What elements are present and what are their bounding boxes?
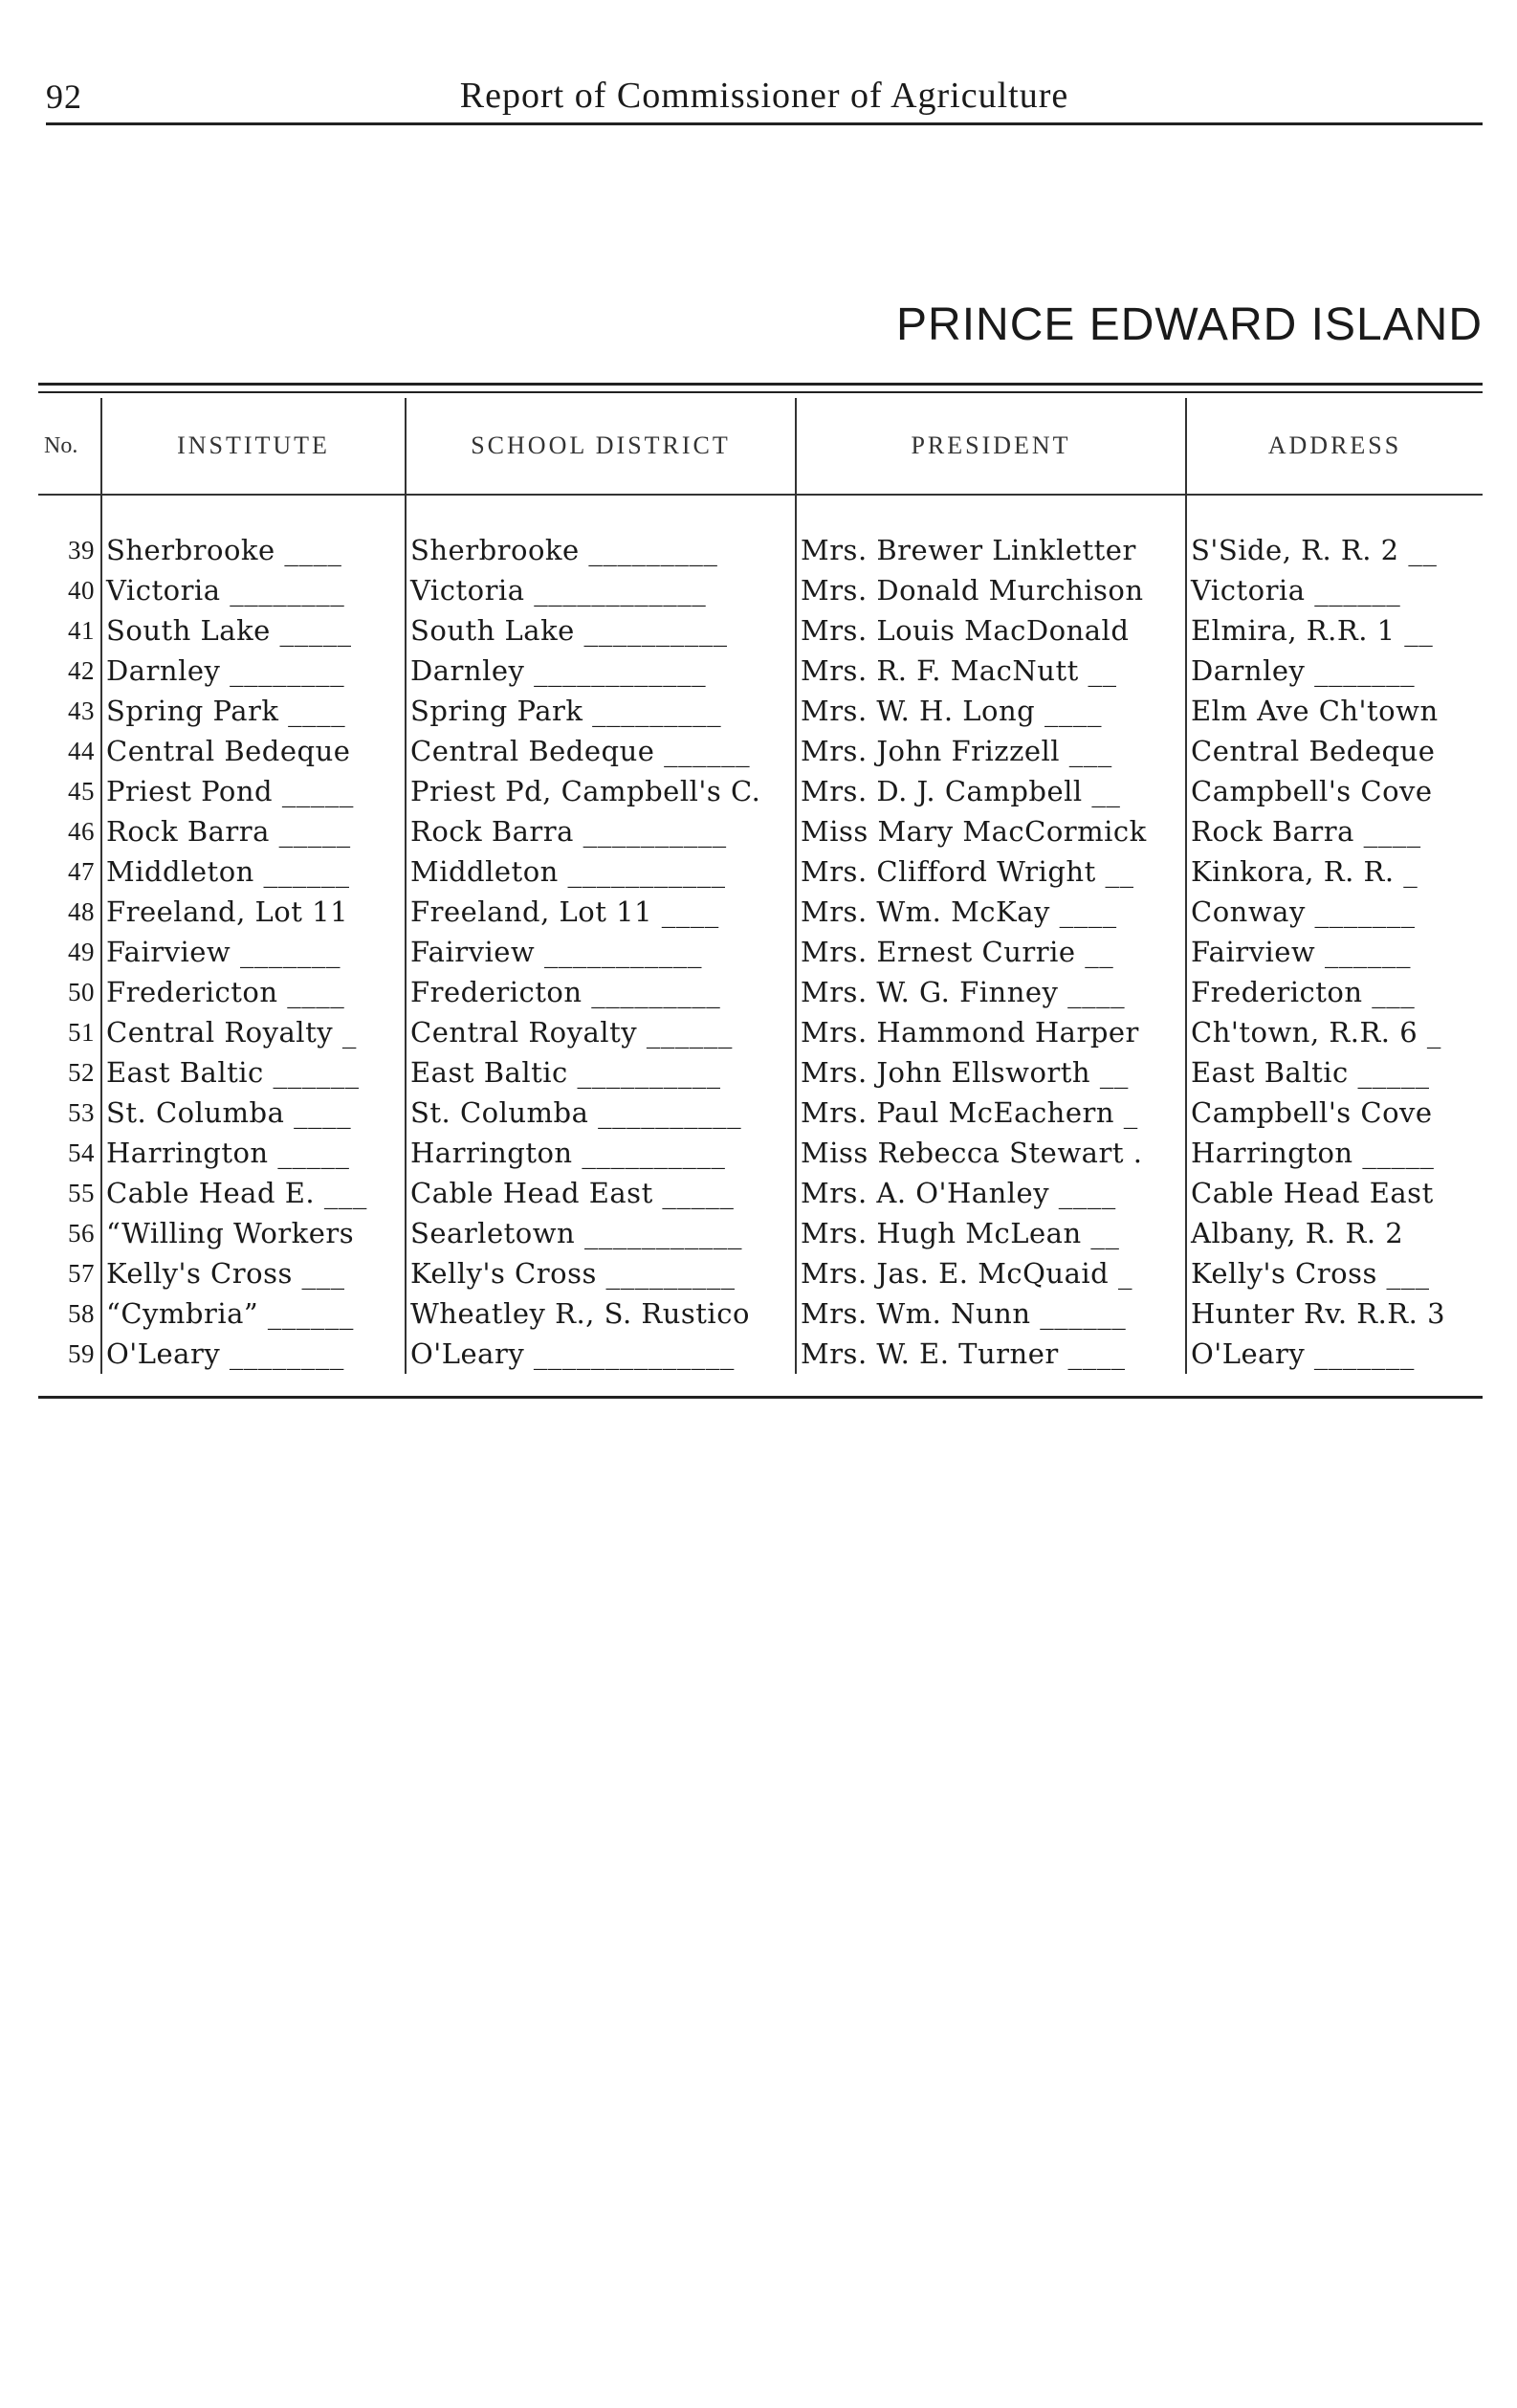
president-cell: Mrs. Brewer Linkletter bbox=[796, 530, 1186, 570]
address-cell: Harrington _____ bbox=[1186, 1133, 1483, 1173]
address-cell: Darnley _______ bbox=[1186, 651, 1483, 691]
row-number: 55 bbox=[68, 1178, 95, 1207]
row-number: 58 bbox=[68, 1298, 95, 1328]
president-cell: Mrs. Jas. E. McQuaid _ bbox=[796, 1253, 1186, 1293]
president-cell: Miss Rebecca Stewart . bbox=[796, 1133, 1186, 1173]
table-row bbox=[38, 811, 1483, 851]
school-district-cell: Wheatley R., S. Rustico bbox=[406, 1293, 796, 1334]
institute-cell: South Lake _____ bbox=[101, 610, 406, 651]
row-number: 44 bbox=[68, 736, 95, 765]
table-row bbox=[38, 771, 1483, 811]
row-number: 45 bbox=[68, 776, 95, 806]
president-cell: Mrs. W. E. Turner ____ bbox=[796, 1334, 1186, 1374]
row-number: 54 bbox=[68, 1138, 95, 1167]
president-cell: Mrs. A. O'Hanley ____ bbox=[796, 1173, 1186, 1213]
table-row bbox=[38, 851, 1483, 892]
school-district-cell: Priest Pd, Campbell's C. bbox=[406, 771, 796, 811]
president-cell: Mrs. Louis MacDonald bbox=[796, 610, 1186, 651]
institute-cell: Cable Head E. ___ bbox=[101, 1173, 406, 1213]
institute-cell: O'Leary ________ bbox=[101, 1334, 406, 1374]
table-row bbox=[38, 1012, 1483, 1052]
table-row bbox=[38, 972, 1483, 1012]
institute-cell: Rock Barra _____ bbox=[101, 811, 406, 851]
address-cell: Fairview ______ bbox=[1186, 932, 1483, 972]
president-cell: Mrs. Clifford Wright __ bbox=[796, 851, 1186, 892]
row-number: 42 bbox=[68, 655, 95, 685]
institute-cell: East Baltic ______ bbox=[101, 1052, 406, 1093]
school-district-cell: Rock Barra __________ bbox=[406, 811, 796, 851]
row-number: 56 bbox=[68, 1218, 95, 1248]
school-district-cell: Kelly's Cross _________ bbox=[406, 1253, 796, 1293]
school-district-cell: Cable Head East _____ bbox=[406, 1173, 796, 1213]
row-number: 40 bbox=[68, 575, 95, 605]
row-number: 57 bbox=[68, 1258, 95, 1288]
president-cell: Mrs. John Ellsworth __ bbox=[796, 1052, 1186, 1093]
institute-cell: Victoria ________ bbox=[101, 570, 406, 610]
address-cell: Ch'town, R.R. 6 _ bbox=[1186, 1012, 1483, 1052]
table-row bbox=[38, 1293, 1483, 1334]
table-row bbox=[38, 651, 1483, 691]
row-number: 50 bbox=[68, 977, 95, 1006]
column-header-school-district: SCHOOL DISTRICT bbox=[406, 398, 796, 495]
president-cell: Mrs. W. H. Long ____ bbox=[796, 691, 1186, 731]
school-district-cell: South Lake __________ bbox=[406, 610, 796, 651]
table-row bbox=[38, 1253, 1483, 1293]
school-district-cell: Freeland, Lot 11 ____ bbox=[406, 892, 796, 932]
table-row bbox=[38, 892, 1483, 932]
president-cell: Miss Mary MacCormick bbox=[796, 811, 1186, 851]
row-number: 39 bbox=[68, 535, 95, 564]
school-district-cell: St. Columba __________ bbox=[406, 1093, 796, 1133]
column-header-institute: INSTITUTE bbox=[101, 398, 406, 495]
address-cell: Conway _______ bbox=[1186, 892, 1483, 932]
school-district-cell: O'Leary ______________ bbox=[406, 1334, 796, 1374]
institute-cell: “Willing Workers bbox=[101, 1213, 406, 1253]
institute-cell: Sherbrooke ____ bbox=[101, 530, 406, 570]
institute-cell: “Cymbria” ______ bbox=[101, 1293, 406, 1334]
institutes-table bbox=[38, 398, 1483, 1374]
institute-cell: Priest Pond _____ bbox=[101, 771, 406, 811]
row-number: 53 bbox=[68, 1097, 95, 1127]
address-cell: Hunter Rv. R.R. 3 bbox=[1186, 1293, 1483, 1334]
address-cell: Albany, R. R. 2 bbox=[1186, 1213, 1483, 1253]
institute-cell: Harrington _____ bbox=[101, 1133, 406, 1173]
institute-cell: Darnley ________ bbox=[101, 651, 406, 691]
column-header-no: No. bbox=[38, 398, 101, 495]
president-cell: Mrs. Hugh McLean __ bbox=[796, 1213, 1186, 1253]
institute-cell: Central Bedeque bbox=[101, 731, 406, 771]
table-top-rule bbox=[38, 383, 1483, 386]
address-cell: Campbell's Cove bbox=[1186, 771, 1483, 811]
table-row bbox=[38, 1213, 1483, 1253]
column-header-president: PRESIDENT bbox=[796, 398, 1186, 495]
school-district-cell: Central Bedeque ______ bbox=[406, 731, 796, 771]
address-cell: Campbell's Cove bbox=[1186, 1093, 1483, 1133]
president-cell: Mrs. Paul McEachern _ bbox=[796, 1093, 1186, 1133]
address-cell: Cable Head East bbox=[1186, 1173, 1483, 1213]
address-cell: Fredericton ___ bbox=[1186, 972, 1483, 1012]
row-number: 52 bbox=[68, 1057, 95, 1087]
table-row bbox=[38, 691, 1483, 731]
address-cell: Kelly's Cross ___ bbox=[1186, 1253, 1483, 1293]
president-cell: Mrs. Ernest Currie __ bbox=[796, 932, 1186, 972]
address-cell: Victoria ______ bbox=[1186, 570, 1483, 610]
table-row bbox=[38, 731, 1483, 771]
institute-cell: Fairview _______ bbox=[101, 932, 406, 972]
table-row bbox=[38, 1093, 1483, 1133]
row-number: 46 bbox=[68, 816, 95, 846]
table-row bbox=[38, 1133, 1483, 1173]
row-number: 48 bbox=[68, 896, 95, 926]
row-number: 41 bbox=[68, 615, 95, 645]
school-district-cell: Victoria ____________ bbox=[406, 570, 796, 610]
table-row bbox=[38, 1052, 1483, 1093]
address-cell: Kinkora, R. R. _ bbox=[1186, 851, 1483, 892]
school-district-cell: Darnley ____________ bbox=[406, 651, 796, 691]
school-district-cell: East Baltic __________ bbox=[406, 1052, 796, 1093]
president-cell: Mrs. John Frizzell ___ bbox=[796, 731, 1186, 771]
row-number: 51 bbox=[68, 1017, 95, 1047]
president-cell: Mrs. R. F. MacNutt __ bbox=[796, 651, 1186, 691]
president-cell: Mrs. Hammond Harper bbox=[796, 1012, 1186, 1052]
row-number: 59 bbox=[68, 1338, 95, 1368]
page-header bbox=[46, 69, 1483, 125]
school-district-cell: Fredericton _________ bbox=[406, 972, 796, 1012]
table-row bbox=[38, 610, 1483, 651]
president-cell: Mrs. Donald Murchison bbox=[796, 570, 1186, 610]
president-cell: Mrs. Wm. McKay ____ bbox=[796, 892, 1186, 932]
institutes-table-wrap bbox=[38, 398, 1483, 1374]
table-row bbox=[38, 530, 1483, 570]
table-row bbox=[38, 1334, 1483, 1374]
address-cell: Central Bedeque bbox=[1186, 731, 1483, 771]
table-row bbox=[38, 1173, 1483, 1213]
president-cell: Mrs. W. G. Finney ____ bbox=[796, 972, 1186, 1012]
institute-cell: Fredericton ____ bbox=[101, 972, 406, 1012]
institute-cell: Kelly's Cross ___ bbox=[101, 1253, 406, 1293]
table-row bbox=[38, 932, 1483, 972]
table-row bbox=[38, 570, 1483, 610]
row-number: 47 bbox=[68, 856, 95, 886]
row-number: 49 bbox=[68, 937, 95, 966]
institute-cell: Freeland, Lot 11 bbox=[101, 892, 406, 932]
school-district-cell: Harrington __________ bbox=[406, 1133, 796, 1173]
address-cell: Rock Barra ____ bbox=[1186, 811, 1483, 851]
table-body bbox=[38, 530, 1483, 1374]
school-district-cell: Sherbrooke _________ bbox=[406, 530, 796, 570]
table-top-rule-inner bbox=[38, 391, 1483, 393]
column-header-address: ADDRESS bbox=[1186, 398, 1483, 495]
school-district-cell: Central Royalty ______ bbox=[406, 1012, 796, 1052]
school-district-cell: Middleton ___________ bbox=[406, 851, 796, 892]
school-district-cell: Spring Park _________ bbox=[406, 691, 796, 731]
row-number: 43 bbox=[68, 696, 95, 725]
address-cell: Elmira, R.R. 1 __ bbox=[1186, 610, 1483, 651]
section-title: PRINCE EDWARD ISLAND bbox=[896, 299, 1483, 350]
page-number: 92 bbox=[46, 77, 82, 116]
institute-cell: Spring Park ____ bbox=[101, 691, 406, 731]
table-bottom-rule bbox=[38, 1396, 1483, 1399]
school-district-cell: Fairview ___________ bbox=[406, 932, 796, 972]
address-cell: Elm Ave Ch'town bbox=[1186, 691, 1483, 731]
institute-cell: Middleton ______ bbox=[101, 851, 406, 892]
institute-cell: Central Royalty _ bbox=[101, 1012, 406, 1052]
address-cell: O'Leary _______ bbox=[1186, 1334, 1483, 1374]
institute-cell: St. Columba ____ bbox=[101, 1093, 406, 1133]
table-header bbox=[38, 398, 1483, 530]
address-cell: S'Side, R. R. 2 __ bbox=[1186, 530, 1483, 570]
address-cell: East Baltic _____ bbox=[1186, 1052, 1483, 1093]
school-district-cell: Searletown ___________ bbox=[406, 1213, 796, 1253]
president-cell: Mrs. D. J. Campbell __ bbox=[796, 771, 1186, 811]
running-head: Report of Commissioner of Agriculture bbox=[459, 76, 1069, 116]
president-cell: Mrs. Wm. Nunn ______ bbox=[796, 1293, 1186, 1334]
